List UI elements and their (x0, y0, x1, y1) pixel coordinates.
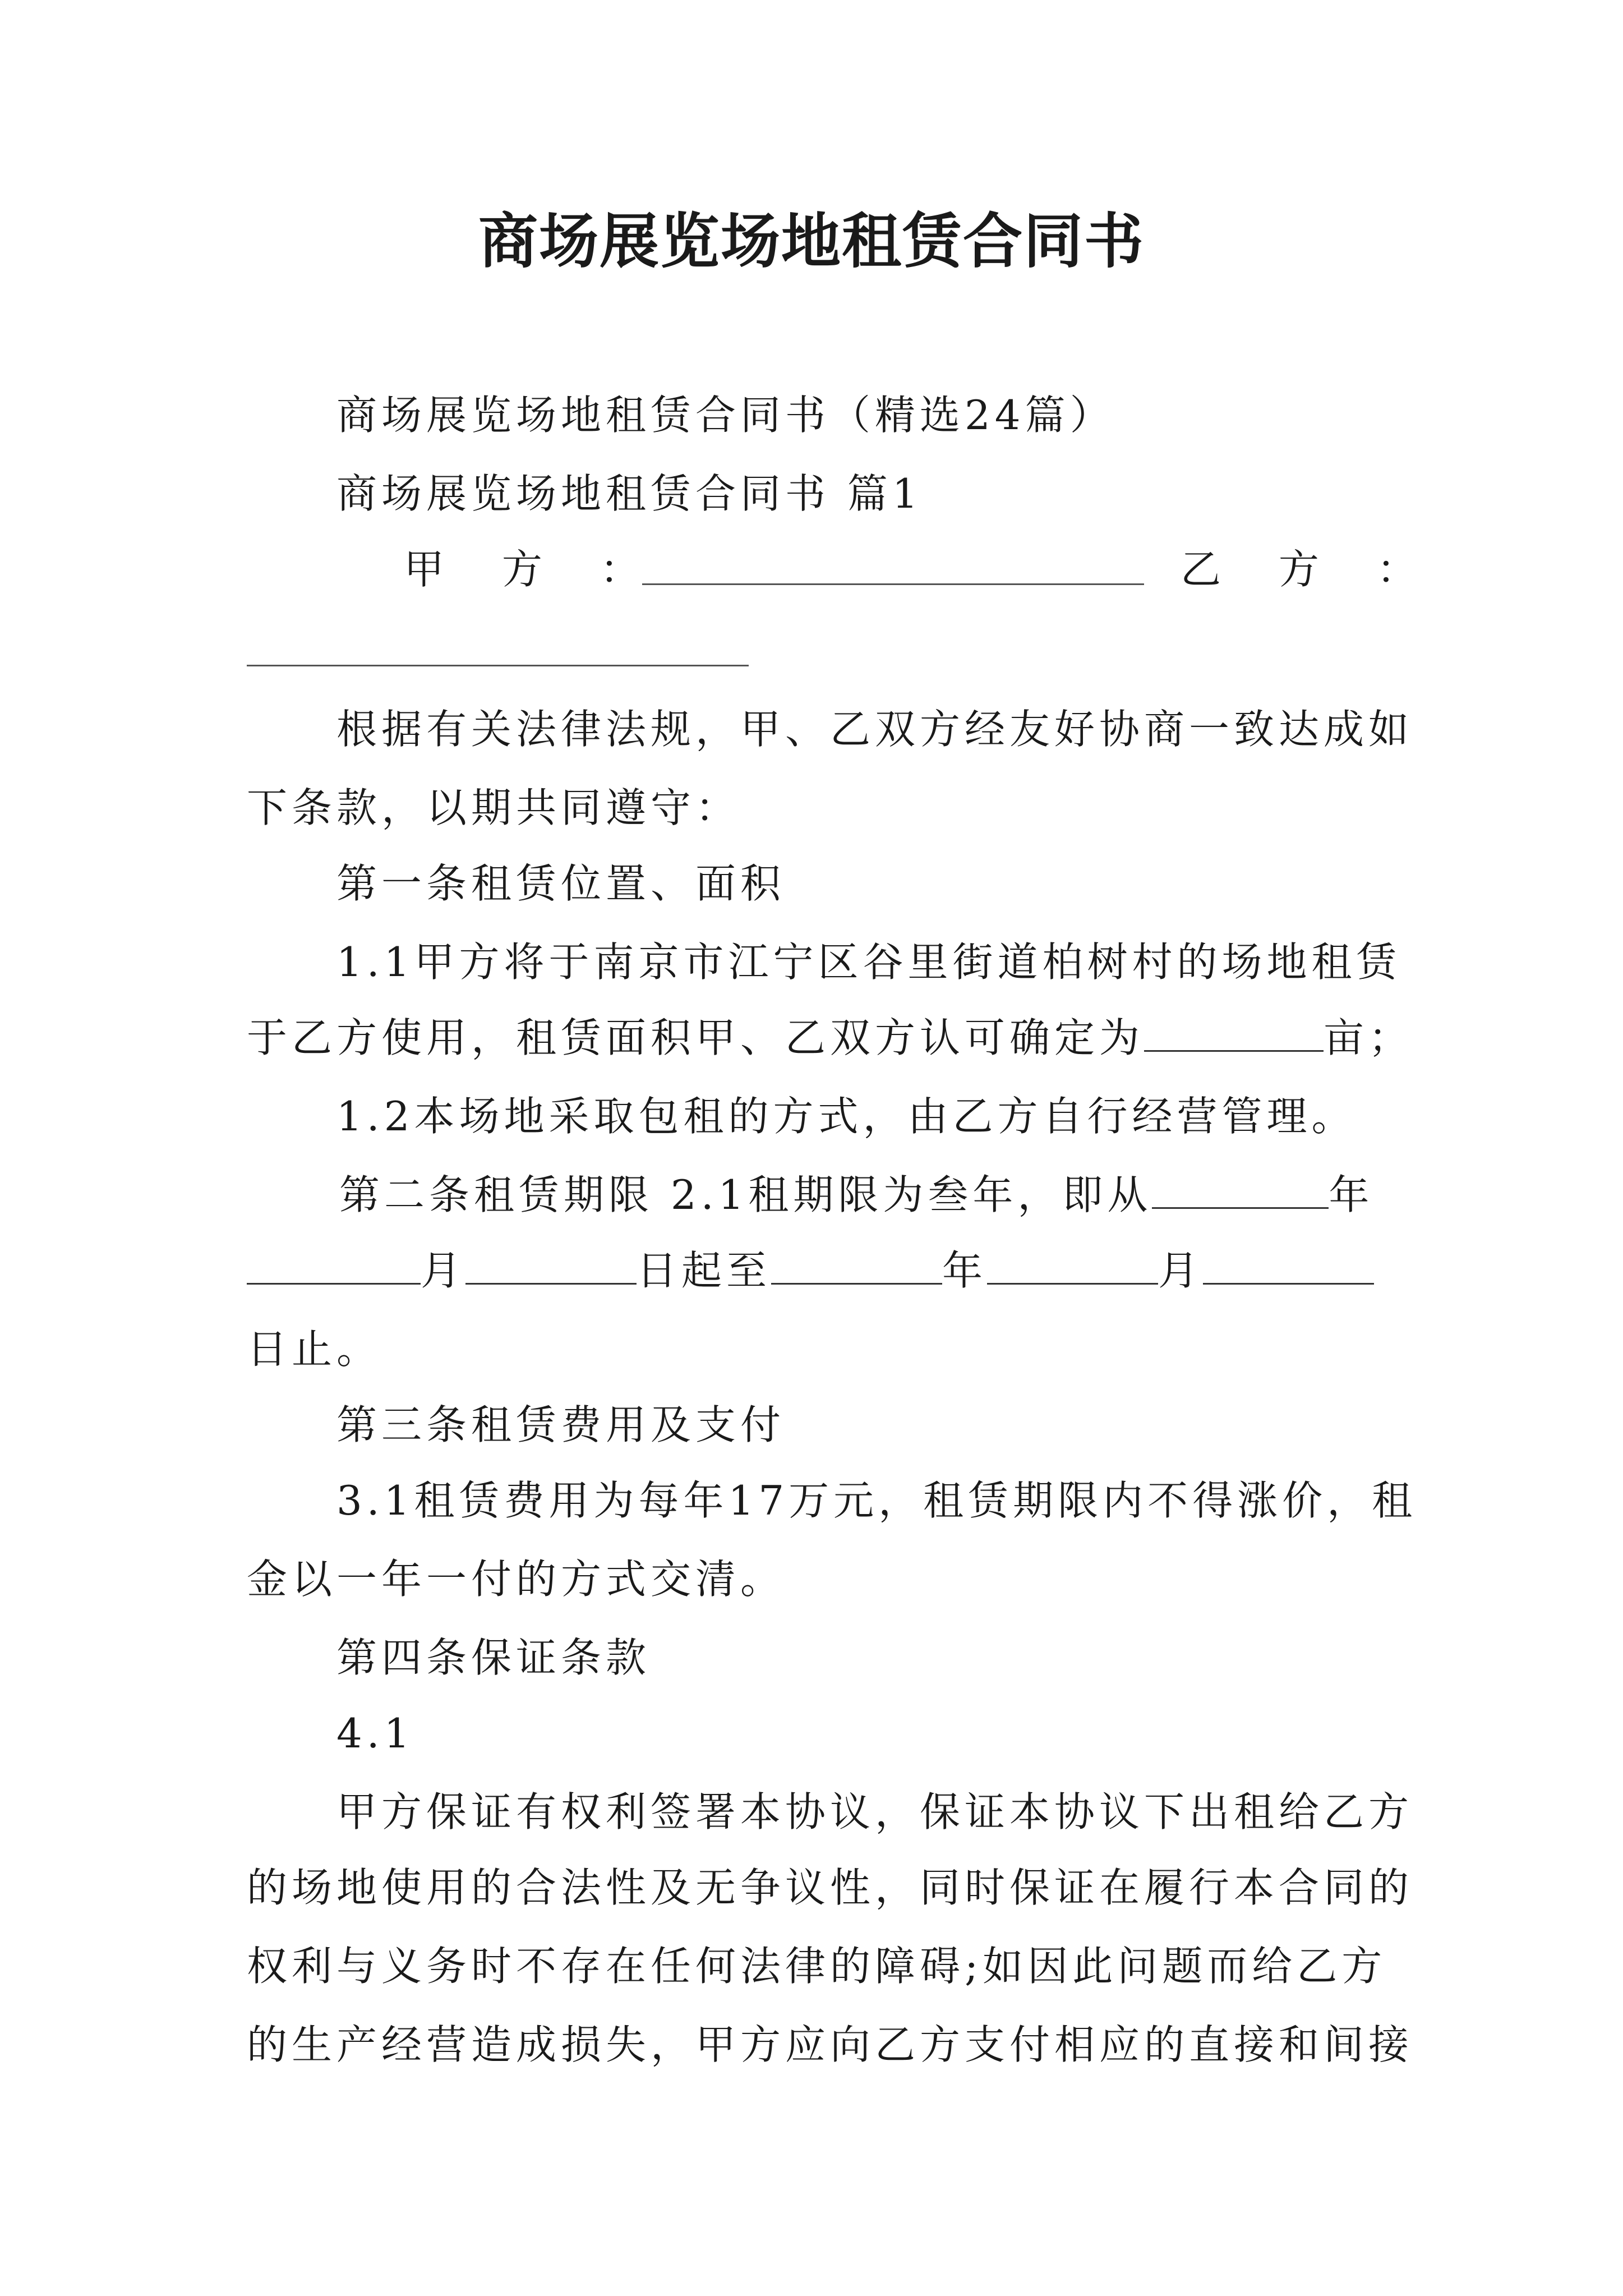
paragraph-4-body-1: 甲方保证有权利签署本协议，保证本协议下出租给乙方 (336, 1788, 1414, 1835)
paragraph-4-body-2: 的场地使用的合法性及无争议性，同时保证在履行本合同的 (247, 1864, 1414, 1911)
party-a-blank (642, 583, 1144, 585)
paragraph-1-1b-text: 于乙方使用，租赁面积甲、乙双方认可确定为 (247, 1014, 1145, 1061)
area-blank (1144, 1014, 1324, 1052)
section-3-heading: 第三条租赁费用及支付 (336, 1401, 786, 1448)
end-day-blank (1203, 1246, 1374, 1285)
start-month-blank (247, 1246, 421, 1285)
end-month-blank (987, 1246, 1158, 1285)
paragraph-4-body-3: 权利与义务时不存在任何法律的障碍;如因此问题而给乙方 (247, 1943, 1387, 1990)
paragraph-intro-1: 根据有关法律法规，甲、乙双方经友好协商一致达成如 (336, 706, 1414, 753)
party-b-label: 乙 方 ： (1181, 546, 1440, 593)
start-month-label: 月 (421, 1247, 466, 1294)
paragraph-1-1b (247, 1010, 1413, 1066)
end-month-label: 月 (1158, 1247, 1204, 1294)
paragraph-4-1: 4.1 (336, 1710, 414, 1757)
paragraph-intro-2: 下条款，以期共同遵守： (247, 784, 741, 831)
paragraph-1-1a: 1.1甲方将于南京市江宁区谷里街道柏树村的场地租赁 (336, 938, 1401, 986)
start-year-blank (1152, 1171, 1329, 1209)
start-day-blank (465, 1246, 637, 1285)
paragraph-3-1b: 金以一年一付的方式交清。 (247, 1556, 786, 1603)
paragraph-4-body-4: 的生产经营造成损失，甲方应向乙方支付相应的直接和间接 (247, 2021, 1414, 2068)
paragraph-1-2: 1.2本场地采取包租的方式，由乙方自行经营管理。 (336, 1093, 1357, 1140)
section-1-heading: 第一条租赁位置、面积 (336, 860, 786, 907)
end-year-blank (771, 1246, 942, 1285)
section-2-text: 第二条租赁期限 2.1租期限为叁年，即从 (339, 1171, 1152, 1218)
article-heading: 商场展览场地租赁合同书 篇1 (336, 470, 923, 517)
party-a-label: 甲 方 ： (404, 546, 663, 593)
subtitle: 商场展览场地租赁合同书（精选24篇） (336, 392, 1115, 439)
party-b-blank (247, 665, 749, 666)
end-year-label: 年 (942, 1247, 988, 1294)
section-2-line-1 (339, 1167, 1373, 1223)
document-title: 商场展览场地租赁合同书 (478, 206, 1145, 276)
section-2-line-3: 日止。 (247, 1326, 382, 1373)
start-year-label: 年 (1329, 1171, 1374, 1218)
paragraph-3-1a: 3.1租赁费用为每年17万元，租赁期限内不得涨价，租 (336, 1477, 1417, 1524)
section-4-heading: 第四条保证条款 (336, 1634, 651, 1681)
paragraph-1-1b-unit: 亩； (1324, 1014, 1414, 1061)
from-to-label: 日起至 (637, 1247, 772, 1294)
section-2-line-2 (247, 1243, 1374, 1299)
